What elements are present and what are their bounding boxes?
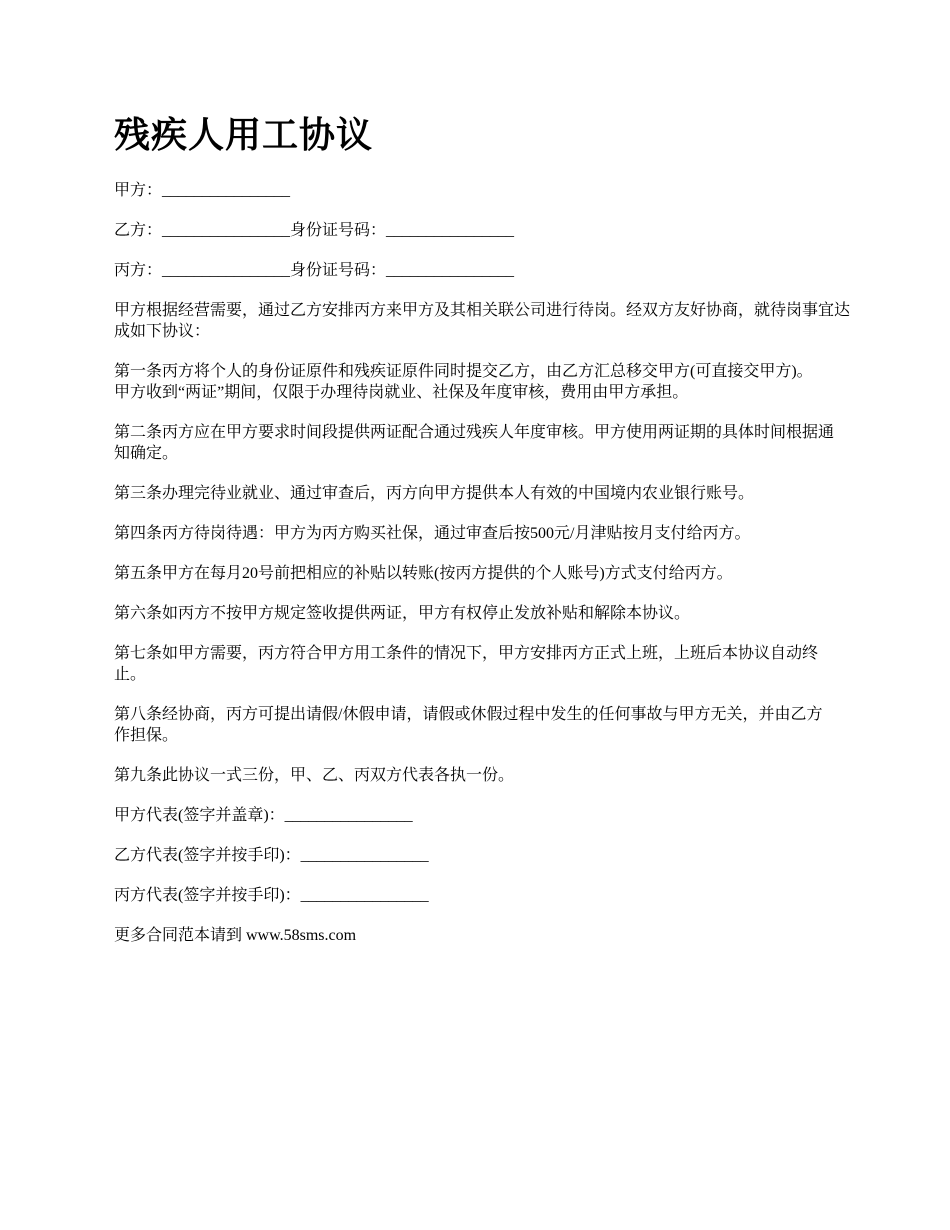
preamble-paragraph: 甲方根据经营需要，通过乙方安排丙方来甲方及其相关联公司进行待岗。经双方友好协商，就待岗事宜达成如下协议： bbox=[114, 302, 851, 340]
party-c-signature-line: 丙方代表(签字并按手印)：________________ bbox=[114, 887, 429, 904]
document-page bbox=[114, 112, 854, 965]
footer-note: 更多合同范本请到 www.58sms.com bbox=[114, 927, 357, 944]
article-9: 第九条此协议一式三份，甲、乙、丙双方代表各执一份。 bbox=[114, 767, 515, 784]
party-b-line: 乙方：________________身份证号码：________________ bbox=[114, 222, 515, 239]
party-a-line: 甲方：________________ bbox=[114, 182, 291, 199]
party-c-line: 丙方：________________身份证号码：________________ bbox=[114, 262, 515, 279]
article-7: 第七条如甲方需要，丙方符合甲方用工条件的情况下，甲方安排丙方正式上班，上班后本协议自动终止。 bbox=[114, 645, 819, 683]
article-3: 第三条办理完待业就业、通过审查后，丙方向甲方提供本人有效的中国境内农业银行账号。 bbox=[114, 485, 755, 502]
party-b-signature-line: 乙方代表(签字并按手印)：________________ bbox=[114, 847, 429, 864]
article-4: 第四条丙方待岗待遇：甲方为丙方购买社保，通过审查后按500元/月津贴按月支付给丙方。 bbox=[114, 525, 751, 542]
article-2: 第二条丙方应在甲方要求时间段提供两证配合通过残疾人年度审核。甲方使用两证期的具体时间根据通知确定。 bbox=[114, 424, 835, 462]
article-8: 第八条经协商，丙方可提出请假/休假申请，请假或休假过程中发生的任何事故与甲方无关，并由乙方作担保。 bbox=[114, 706, 823, 744]
article-1: 第一条丙方将个人的身份证原件和残疾证原件同时提交乙方，由乙方汇总移交甲方(可直接交甲方)。甲方收到“两证”期间，仅限于办理待岗就业、社保及年度审核，费用由甲方承担。 bbox=[114, 363, 813, 401]
article-6: 第六条如丙方不按甲方规定签收提供两证，甲方有权停止发放补贴和解除本协议。 bbox=[114, 605, 691, 622]
article-5: 第五条甲方在每月20号前把相应的补贴以转账(按丙方提供的个人账号)方式支付给丙方。 bbox=[114, 565, 733, 582]
party-a-signature-line: 甲方代表(签字并盖章)：________________ bbox=[114, 807, 413, 824]
document-title: 残疾人用工协议 bbox=[114, 115, 374, 156]
